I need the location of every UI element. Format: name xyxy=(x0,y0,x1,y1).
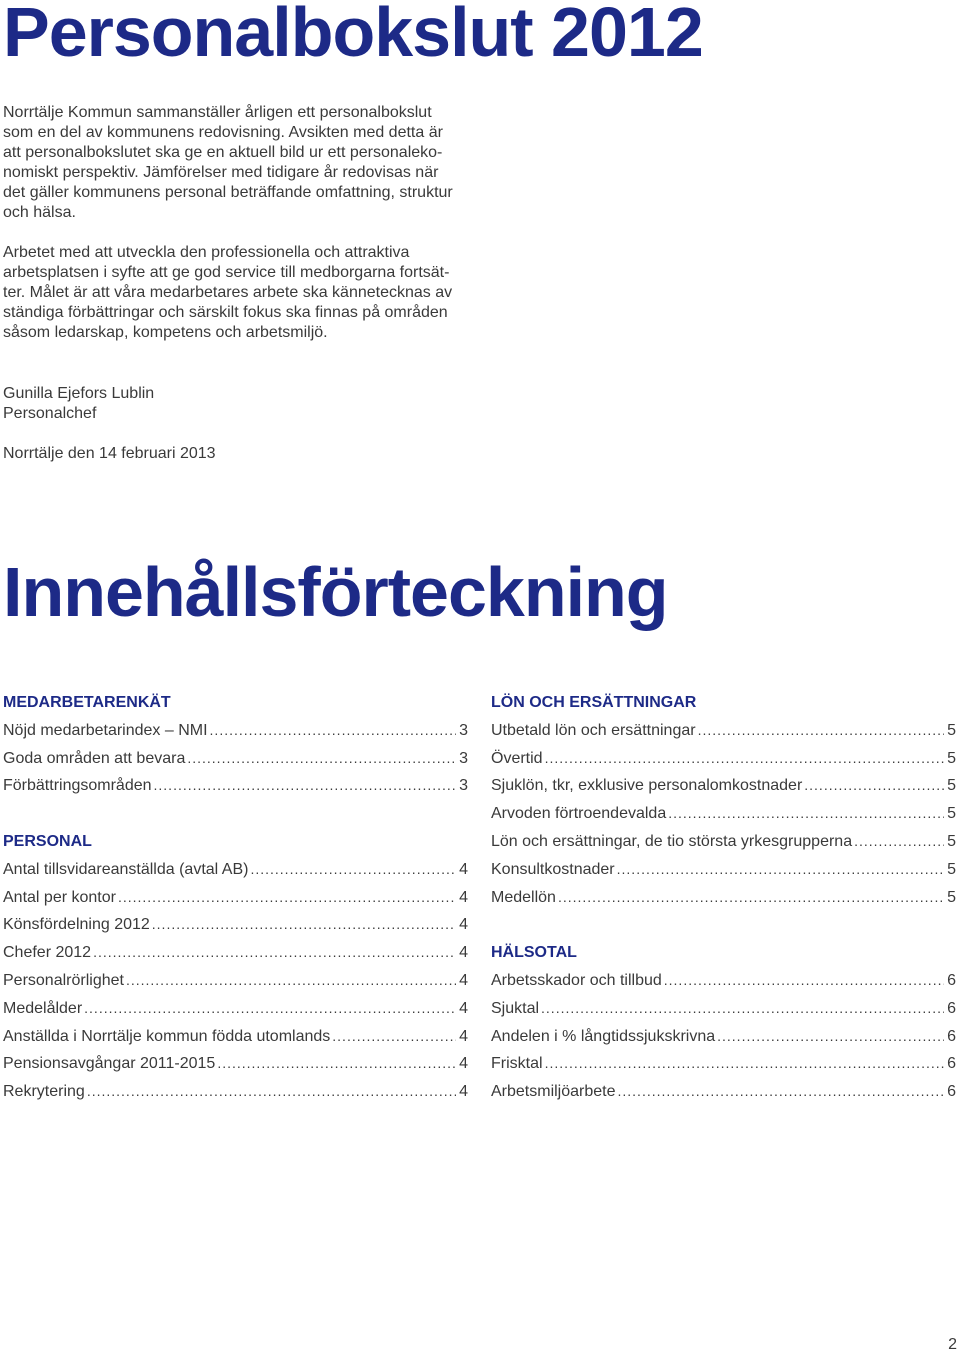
toc-entry-label: Goda områden att bevara xyxy=(3,749,186,767)
dot-leader xyxy=(698,717,945,745)
dot-leader xyxy=(154,772,457,800)
toc-entry-label: Arvoden förtroendevalda xyxy=(491,805,667,823)
intro-text xyxy=(3,103,483,363)
toc-entry[interactable] xyxy=(491,745,956,773)
toc-entry[interactable] xyxy=(3,995,468,1023)
signature-place-date-block xyxy=(3,444,216,464)
toc-entry-page: 6 xyxy=(947,971,956,989)
toc-entry-page: 5 xyxy=(947,832,956,850)
toc-entry[interactable] xyxy=(3,1023,468,1051)
toc-entry-page: 4 xyxy=(459,944,468,962)
toc-entry-label: Arbetsmiljöarbete xyxy=(491,1083,616,1101)
text-line: nomiskt perspektiv. Jämförelser med tidigare år redovisas när xyxy=(3,164,439,181)
toc-entry-label: Lön och ersättningar, de tio största yrkesgrupperna xyxy=(491,832,853,850)
dot-leader xyxy=(668,800,944,828)
toc-entry-label: Sjuklön, tkr, exklusive personalomkostnader xyxy=(491,777,803,795)
toc-entry[interactable] xyxy=(3,939,468,967)
text-line: ständiga förbättringar och särskilt fokus ska finnas på områden xyxy=(3,304,448,321)
dot-leader xyxy=(545,745,945,773)
toc-entry[interactable] xyxy=(491,800,956,828)
text-line: ter. Målet är att våra medarbetares arbete ska kännetecknas av xyxy=(3,284,453,301)
dot-leader xyxy=(210,717,457,745)
toc-entry-page: 4 xyxy=(459,860,468,878)
toc-entry[interactable] xyxy=(491,995,956,1023)
dot-leader xyxy=(84,995,456,1023)
dot-leader xyxy=(87,1078,456,1106)
signature-role: Personalchef xyxy=(3,405,97,422)
intro-paragraph-2 xyxy=(3,243,483,343)
dot-leader xyxy=(664,967,944,995)
toc-entry-page: 4 xyxy=(459,916,468,934)
toc-entry-page: 3 xyxy=(459,721,468,739)
toc-entry-page: 4 xyxy=(459,1027,468,1045)
toc-entry-label: Konsultkostnader xyxy=(491,860,615,878)
toc-section-heading-medarbetarenkat: MEDARBETARENKÄT xyxy=(3,694,171,711)
toc-title: Innehållsförteckning xyxy=(3,553,668,631)
toc-entry-label: Anställda i Norrtälje kommun födda utomlands xyxy=(3,1027,331,1045)
section-spacer xyxy=(3,800,468,828)
toc-entry[interactable] xyxy=(3,772,468,800)
toc-entry-label: Pensionsavgångar 2011-2015 xyxy=(3,1055,216,1073)
toc-entry-page: 5 xyxy=(947,888,956,906)
toc-entry-label: Medellön xyxy=(491,888,556,906)
toc-entry[interactable] xyxy=(3,856,468,884)
toc-entry-page: 4 xyxy=(459,999,468,1017)
dot-leader xyxy=(541,995,944,1023)
toc-entry-label: Förbättringsområden xyxy=(3,777,152,795)
toc-entry[interactable] xyxy=(491,967,956,995)
dot-leader xyxy=(93,939,456,967)
dot-leader xyxy=(854,828,944,856)
toc-entry-label: Sjuktal xyxy=(491,999,540,1017)
toc-entry[interactable] xyxy=(491,856,956,884)
dot-leader xyxy=(250,856,456,884)
toc-entry-page: 6 xyxy=(947,1083,956,1101)
text-line: Arbetet med att utveckla den professionella och attraktiva xyxy=(3,244,410,261)
dot-leader xyxy=(187,745,456,773)
text-line: Norrtälje Kommun sammanställer årligen ett personalbokslut xyxy=(3,104,432,121)
toc-entry-label: Könsfördelning 2012 xyxy=(3,916,150,934)
toc-entry[interactable] xyxy=(491,828,956,856)
toc-entry-page: 5 xyxy=(947,777,956,795)
toc-entry-page: 6 xyxy=(947,1027,956,1045)
toc-entry-label: Rekrytering xyxy=(3,1083,85,1101)
section-spacer xyxy=(491,911,956,939)
toc-entry-label: Personalrörlighet xyxy=(3,971,124,989)
toc-entry-page: 4 xyxy=(459,971,468,989)
toc-entry-page: 4 xyxy=(459,888,468,906)
toc-section-heading-personal: PERSONAL xyxy=(3,832,92,850)
toc-entry[interactable] xyxy=(3,911,468,939)
intro-paragraph-1 xyxy=(3,103,483,223)
text-line: det gäller kommunens personal beträffande omfattning, struktur xyxy=(3,184,453,201)
toc-entry-page: 4 xyxy=(459,1083,468,1101)
text-line: att personalbokslutet ska ge en aktuell bild ur ett personaleko- xyxy=(3,144,443,161)
toc-entry[interactable] xyxy=(3,745,468,773)
text-line: som en del av kommunens redovisning. Avsikten med detta är xyxy=(3,124,443,141)
toc-entry-label: Utbetald lön och ersättningar xyxy=(491,721,696,739)
toc-entry-label: Övertid xyxy=(491,749,543,767)
toc-right-column xyxy=(491,689,956,1106)
toc-entry-label: Antal per kontor xyxy=(3,888,116,906)
toc-entry-label: Antal tillsvidareanställda (avtal AB) xyxy=(3,860,249,878)
toc-entry[interactable] xyxy=(3,717,468,745)
text-line: arbetsplatsen i syfte att ge god service till medborgarna fortsät- xyxy=(3,264,450,281)
text-line: såsom ledarskap, kompetens och arbetsmiljö. xyxy=(3,324,328,341)
toc-entry-label: Andelen i % långtidssjukskrivna xyxy=(491,1027,716,1045)
signature-name: Gunilla Ejefors Lublin xyxy=(3,385,155,402)
toc-entry-page: 5 xyxy=(947,805,956,823)
toc-entry-page: 3 xyxy=(459,777,468,795)
toc-entry[interactable] xyxy=(491,717,956,745)
toc-entry[interactable] xyxy=(3,1078,468,1106)
toc-entry-page: 6 xyxy=(947,999,956,1017)
dot-leader xyxy=(558,884,944,912)
dot-leader xyxy=(152,911,456,939)
toc-entry-page: 5 xyxy=(947,721,956,739)
toc-entry-label: Chefer 2012 xyxy=(3,944,92,962)
toc-section-heading-lon-och-ersattningar: LÖN OCH ERSÄTTNINGAR xyxy=(491,694,697,711)
dot-leader xyxy=(126,967,456,995)
page-title: Personalbokslut 2012 xyxy=(3,0,703,71)
toc-entry-label: Medelålder xyxy=(3,999,83,1017)
toc-entry-label: Arbetsskador och tillbud xyxy=(491,971,662,989)
dot-leader xyxy=(332,1023,456,1051)
dot-leader xyxy=(618,1078,945,1106)
toc-entry-page: 3 xyxy=(459,749,468,767)
dot-leader xyxy=(118,884,456,912)
signature-place-date: Norrtälje den 14 februari 2013 xyxy=(3,445,216,462)
dot-leader xyxy=(717,1023,944,1051)
toc-entry[interactable] xyxy=(491,884,956,912)
toc-entry[interactable] xyxy=(491,1050,956,1078)
toc-entry[interactable] xyxy=(491,1078,956,1106)
dot-leader xyxy=(217,1050,456,1078)
toc-entry[interactable] xyxy=(491,1023,956,1051)
toc-entry-label: Frisktal xyxy=(491,1055,543,1073)
toc-section-heading-halsotal: HÄLSOTAL xyxy=(491,944,577,962)
page-number: 2 xyxy=(948,1336,957,1353)
dot-leader xyxy=(804,772,944,800)
toc-entry-page: 4 xyxy=(459,1055,468,1073)
toc-entry-page: 6 xyxy=(947,1055,956,1073)
dot-leader xyxy=(545,1050,945,1078)
toc-entry[interactable] xyxy=(491,772,956,800)
toc-left-column xyxy=(3,689,468,1106)
toc-entry-page: 5 xyxy=(947,860,956,878)
toc-entry[interactable] xyxy=(3,884,468,912)
toc-entry[interactable] xyxy=(3,967,468,995)
toc-entry-page: 5 xyxy=(947,749,956,767)
toc-entry-label: Nöjd medarbetarindex – NMI xyxy=(3,721,208,739)
text-line: och hälsa. xyxy=(3,204,76,221)
dot-leader xyxy=(617,856,944,884)
signature xyxy=(3,384,154,424)
toc-entry[interactable] xyxy=(3,1050,468,1078)
